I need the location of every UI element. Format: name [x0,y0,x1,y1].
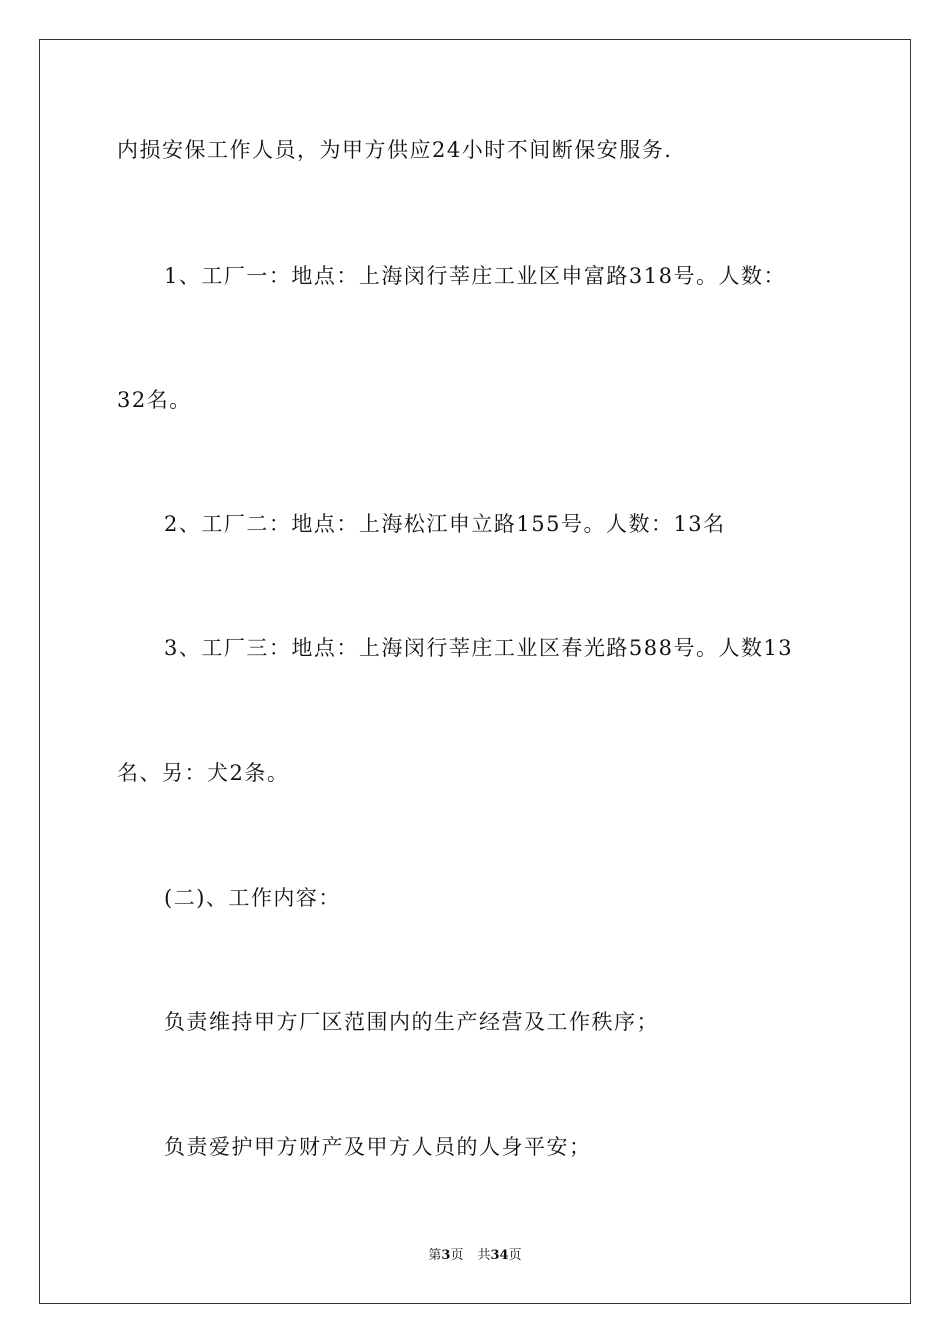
body-line-2: 1、工厂一：地点：上海闵行莘庄工业区申富路318号。人数： [164,264,786,288]
page-footer [0,1247,950,1265]
body-line-6: 名、另：犬2条。 [117,761,290,785]
body-line-5: 3、工厂三：地点：上海闵行莘庄工业区春光路588号。人数13 [164,636,794,660]
footer-total-suffix: 页 [508,1248,522,1263]
body-line-4: 2、工厂二：地点：上海松江申立路155号。人数：13名 [164,512,726,536]
footer-total-prefix: 共 [477,1248,491,1263]
body-line-3: 32名。 [117,388,192,412]
page-border [39,39,911,1304]
footer-page-number: 3 [441,1248,451,1263]
body-line-1: 内损安保工作人员，为甲方供应24小时不间断保安服务. [117,138,673,162]
body-line-9: 负责爱护甲方财产及甲方人员的人身平安； [164,1135,592,1159]
footer-total-pages: 34 [490,1248,509,1263]
body-line-8: 负责维持甲方厂区范围内的生产经营及工作秩序； [164,1010,659,1034]
footer-page-prefix: 第 [428,1248,442,1263]
footer-page-suffix: 页 [450,1248,464,1263]
section-heading: (二)、工作内容： [164,886,341,910]
